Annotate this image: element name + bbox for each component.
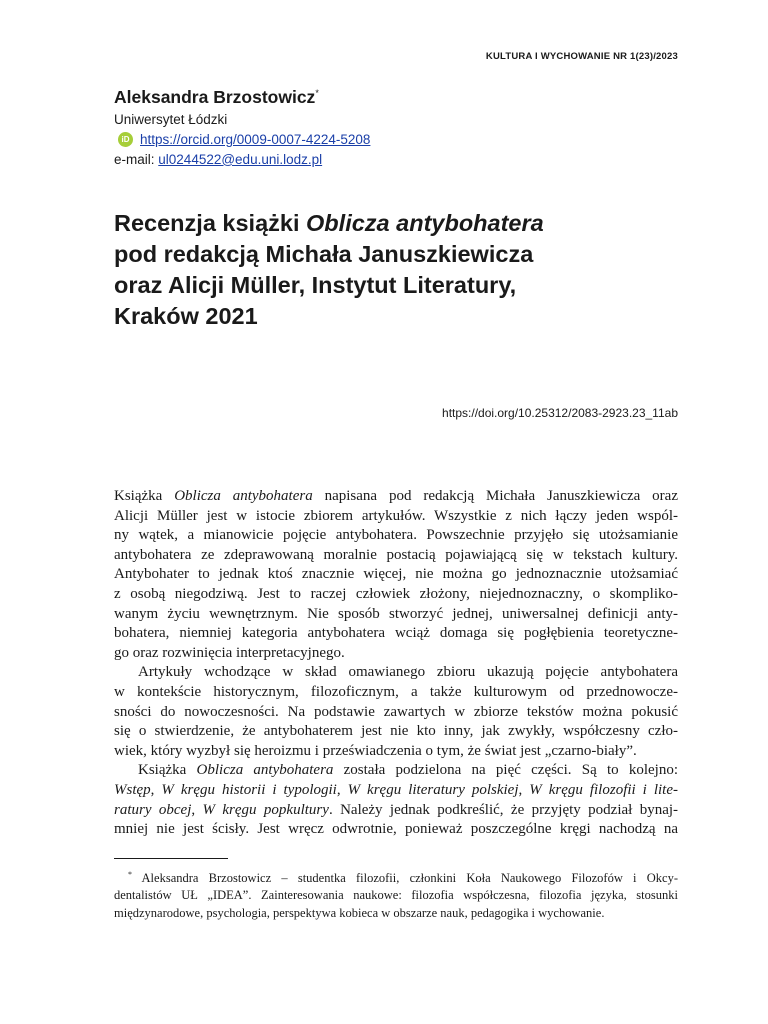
text-run: napisana pod redakcją Michała Januszkiewicza oraz (312, 488, 678, 504)
footnote-line (114, 866, 678, 887)
paragraph-3 (114, 761, 678, 839)
title-line-3: oraz Alicji Müller, Instytut Literatury, (114, 272, 517, 298)
email-label: e-mail: (114, 151, 155, 167)
article-title (114, 208, 694, 332)
email-row (114, 150, 370, 170)
paragraph-2 (114, 663, 678, 761)
text-line (114, 487, 678, 507)
separator: , (336, 781, 348, 798)
footnote-line: międzynarodowe, psychologia, perspektywa kobieca w obszarze nauk, pedagogika i wychowanie. (114, 905, 605, 920)
separator: , (518, 781, 530, 798)
separator: , (150, 781, 162, 798)
title-book-name: Oblicza antybohatera (306, 210, 544, 236)
text-line: się o stwierdzenie, że antybohaterem jest nie kto inny, jak zwykły, współczesny czło- (114, 723, 678, 740)
text-line: w kontekście historycznym, filozoficznym, a także kulturowym od przednowocze- (114, 683, 678, 700)
separator: , (191, 801, 203, 818)
footnote-divider (114, 858, 228, 859)
section-name-italic: ratury obcej (114, 801, 192, 818)
text-line: ny wątek, a mianowicie pojęcie antybohatera. Powszechnie przyjęło się utożsamianie (114, 527, 678, 544)
section-name-italic: W kręgu literatury polskiej (347, 781, 519, 798)
title-line-1-prefix: Recenzja książki (114, 210, 307, 236)
author-name (114, 80, 370, 110)
article-body (114, 487, 678, 840)
text-line (114, 801, 678, 821)
footnote-marker: * (128, 870, 132, 879)
title-line-4: Kraków 2021 (114, 303, 258, 329)
text-line: Antybohater to jednak ktoś znacznie więcej, nie można go jednoznacznie utożsamiać (114, 566, 678, 583)
text-run: Książka (114, 488, 175, 504)
book-title-italic: Oblicza antybohatera (174, 488, 313, 504)
text-line: antybohatera ze zdeprawowaną moralnie postacią pojawiającą się w tekstach kultury. (114, 546, 678, 563)
text-line: go oraz rozwinięcia interpretacyjnego. (114, 644, 345, 661)
text-run: Książka (138, 762, 197, 779)
email-link[interactable]: ul0244522@edu.uni.lodz.pl (158, 151, 323, 167)
text-line: mniej nie jest ścisły. Jest wręcz odwrotnie, ponieważ poszczególne kręgi nachodzą na (114, 821, 678, 838)
footnote-text: Aleksandra Brzostowicz – studentka filozofii, członkini Koła Naukowego Filozofów i Okcy- (132, 871, 678, 886)
author-block (114, 80, 370, 170)
book-title-italic: Oblicza antybohatera (196, 762, 334, 779)
text-line: wanym życiu wewnętrznym. Nie sposób stworzyć jednej, uniwersalnej definicji anty- (114, 605, 678, 622)
footnote (114, 866, 678, 922)
title-line-1 (114, 208, 694, 239)
text-line (114, 781, 678, 801)
text-line: Artykuły wchodzące w skład omawianego zbioru ukazują pojęcie antybohatera (138, 664, 678, 681)
author-footnote-marker[interactable]: * (315, 88, 319, 98)
section-name-italic: Wstęp (114, 781, 151, 798)
text-line: bohatera, niemniej kategoria antybohatera wciąż domaga się pogłębienia teoretyczne- (114, 625, 678, 642)
author-name-text: Aleksandra Brzostowicz (114, 86, 316, 107)
orcid-link[interactable]: https://orcid.org/0009-0007-4224-5208 (140, 131, 371, 147)
paragraph-1 (114, 487, 678, 663)
footnote-line: dentalistów UŁ „IDEA”. Zainteresowania naukowe: filozofia współczesna, filozofia języka, stosunki (114, 888, 678, 903)
text-line: z osobą niegodziwą. Jest to raczej człowiek złożony, niejednoznaczny, o skompliko- (114, 585, 678, 602)
text-line: wiek, który wyzbył się heroizmu i przeświadczenia o tym, że świat jest „czarno-biały”. (114, 742, 637, 759)
doi-link[interactable]: https://doi.org/10.25312/2083-2923.23_11ab (442, 406, 678, 420)
section-name-italic: W kręgu filozofii i lite- (529, 781, 678, 798)
text-line (114, 761, 678, 781)
section-name-italic: W kręgu historii i typologii (161, 781, 337, 798)
author-affiliation: Uniwersytet Łódzki (114, 111, 228, 127)
section-name-italic: W kręgu popkultury (202, 801, 329, 818)
text-line: Alicji Müller jest w istocie zbiorem artykułów. Wszystkie z nich łączy jeden wspól- (114, 507, 678, 524)
title-line-2: pod redakcją Michała Januszkiewicza (114, 241, 534, 267)
orcid-row (114, 130, 370, 150)
orcid-icon: iD (118, 132, 133, 147)
journal-header: KULTURA I WYCHOWANIE NR 1(23)/2023 (485, 51, 678, 62)
text-line: sności do nowoczesności. Na podstawie zawartych w zbiorze tekstów można pokusić (114, 703, 678, 720)
text-run: została podzielona na pięć części. Są to kolejno: (333, 762, 679, 779)
text-run: . Należy jednak podkreślić, że przyjęty podział bynaj- (328, 801, 679, 818)
